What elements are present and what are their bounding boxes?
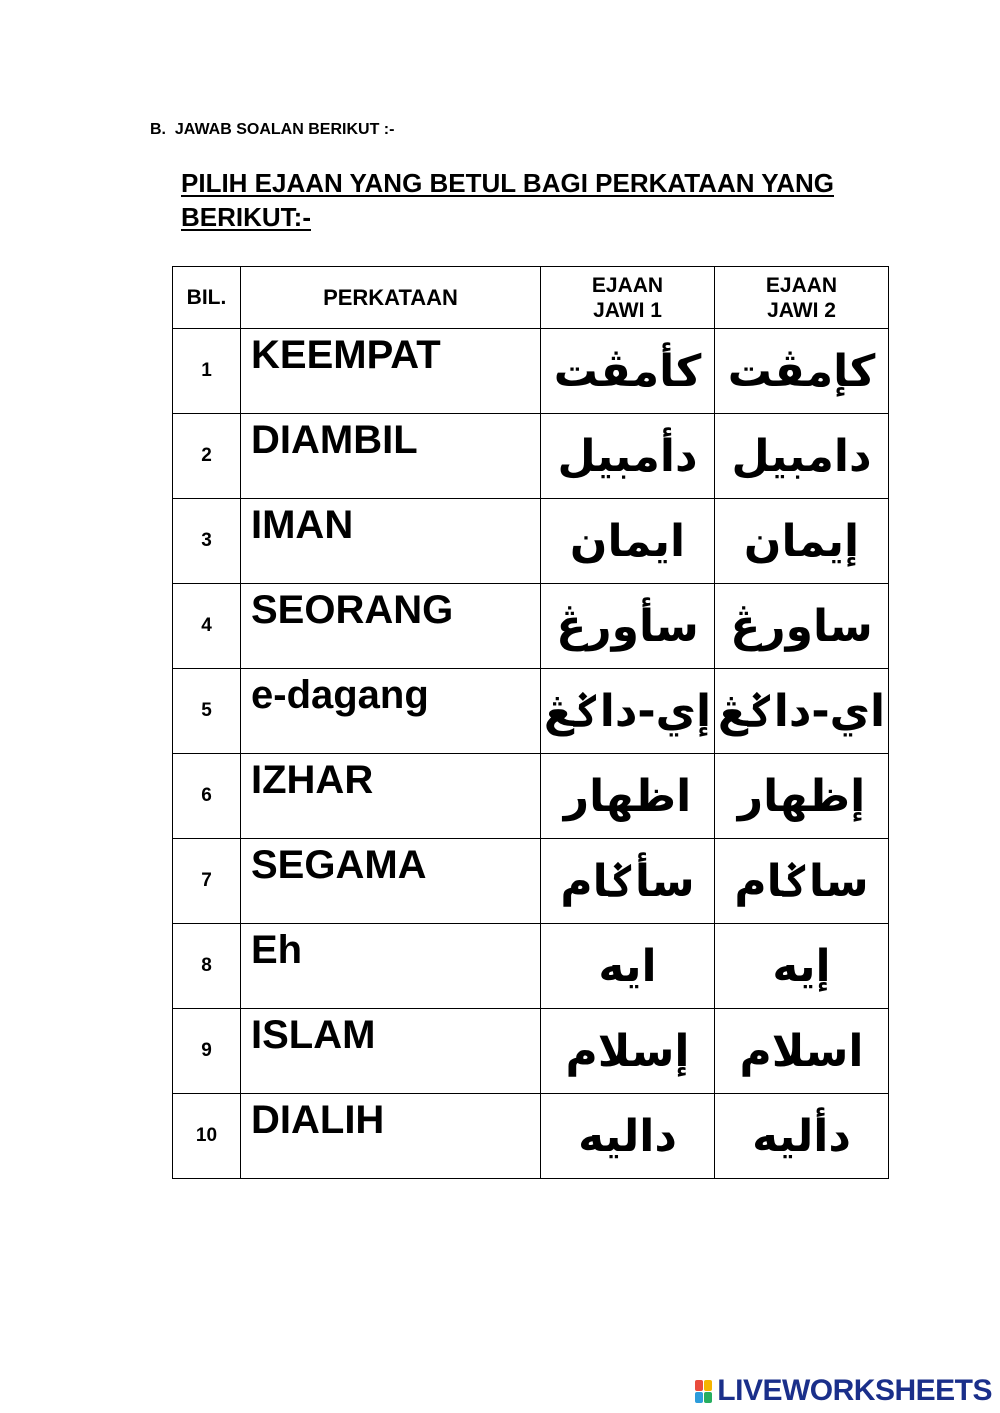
row-word: DIAMBIL <box>241 414 541 499</box>
jawi-option-2[interactable]: اي-داݢڠ <box>715 669 889 754</box>
table-header-row <box>173 267 889 329</box>
jawi-option-1[interactable]: إي-داݢڠ <box>541 669 715 754</box>
liveworksheets-logo-icon <box>695 1378 713 1404</box>
row-word: ISLAM <box>241 1009 541 1094</box>
liveworksheets-brand: LIVEWORKSHEETS <box>717 1374 992 1407</box>
jawi-option-1[interactable]: داليه <box>541 1094 715 1179</box>
row-number: 9 <box>173 1009 241 1094</box>
row-number: 8 <box>173 924 241 1009</box>
row-word: SEORANG <box>241 584 541 669</box>
jawi-option-1[interactable]: سأورڠ <box>541 584 715 669</box>
jawi-option-1[interactable]: دأمبيل <box>541 414 715 499</box>
header-jawi-2 <box>715 267 889 329</box>
jawi-option-2[interactable]: إيه <box>715 924 889 1009</box>
jawi-option-2[interactable]: دأليه <box>715 1094 889 1179</box>
table-row <box>173 499 889 584</box>
row-word: SEGAMA <box>241 839 541 924</box>
table-row <box>173 1009 889 1094</box>
row-word: IZHAR <box>241 754 541 839</box>
row-number: 2 <box>173 414 241 499</box>
row-number: 10 <box>173 1094 241 1179</box>
jawi-option-2[interactable]: اسلام <box>715 1009 889 1094</box>
instruction-heading: PILIH EJAAN YANG BETUL BAGI PERKATAAN YANG BERIKUT:- <box>181 168 834 232</box>
jawi-option-1[interactable]: ايمان <box>541 499 715 584</box>
row-number: 5 <box>173 669 241 754</box>
table-row <box>173 669 889 754</box>
row-number: 6 <box>173 754 241 839</box>
header-jawi-1 <box>541 267 715 329</box>
row-number: 4 <box>173 584 241 669</box>
header-jawi-1-line1: EJAAN <box>591 273 664 297</box>
jawi-option-2[interactable]: دامبيل <box>715 414 889 499</box>
jawi-option-2[interactable]: إظهار <box>715 754 889 839</box>
liveworksheets-logo <box>695 1374 992 1408</box>
table-row <box>173 329 889 414</box>
row-number: 1 <box>173 329 241 414</box>
row-word: Eh <box>241 924 541 1009</box>
header-perkataan: PERKATAAN <box>241 267 541 329</box>
row-number: 3 <box>173 499 241 584</box>
table-row <box>173 839 889 924</box>
row-word: IMAN <box>241 499 541 584</box>
jawi-option-1[interactable]: ايه <box>541 924 715 1009</box>
table-row <box>173 414 889 499</box>
section-label: B. JAWAB SOALAN BERIKUT :- <box>150 121 395 138</box>
row-number: 7 <box>173 839 241 924</box>
jawi-spelling-table <box>172 266 889 1179</box>
jawi-option-2[interactable]: ساݢام <box>715 839 889 924</box>
jawi-option-1[interactable]: اظهار <box>541 754 715 839</box>
jawi-option-1[interactable]: إسلام <box>541 1009 715 1094</box>
row-word: KEEMPAT <box>241 329 541 414</box>
jawi-option-2[interactable]: كإمڤت <box>715 329 889 414</box>
jawi-option-2[interactable]: إيمان <box>715 499 889 584</box>
row-word: DIALIH <box>241 1094 541 1179</box>
table-row <box>173 1094 889 1179</box>
jawi-option-1[interactable]: سأݢام <box>541 839 715 924</box>
jawi-option-1[interactable]: كأمڤت <box>541 329 715 414</box>
table-row <box>173 754 889 839</box>
header-bil: BIL. <box>173 267 241 329</box>
jawi-option-2[interactable]: ساورڠ <box>715 584 889 669</box>
header-jawi-2-line1: EJAAN <box>765 273 838 297</box>
table-row <box>173 584 889 669</box>
row-word: e-dagang <box>241 669 541 754</box>
header-jawi-1-line2: JAWI 1 <box>593 298 662 322</box>
header-jawi-2-line2: JAWI 2 <box>767 298 836 322</box>
table-row <box>173 924 889 1009</box>
